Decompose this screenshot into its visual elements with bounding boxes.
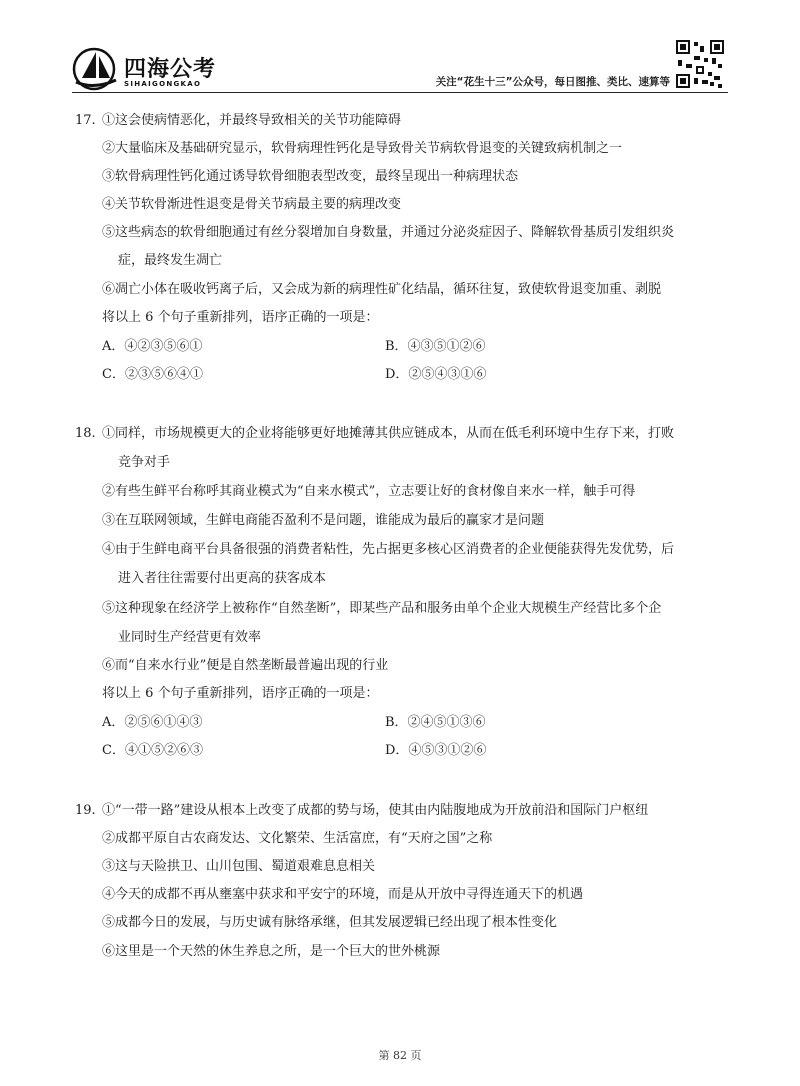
- sentence: ②成都平原自古农商发达、文化繁荣、生活富庶，有“天府之国”之称: [102, 831, 493, 846]
- logo-title: 四海公考: [124, 57, 217, 82]
- sentence: ③软骨病理性钙化通过诱导软骨细胞表型改变，最终呈现出一种病理状态: [102, 169, 519, 184]
- question-prompt: 将以上 6 个句子重新排列，语序正确的一项是：: [102, 686, 379, 701]
- question-prompt: 将以上 6 个句子重新排列，语序正确的一项是：: [102, 310, 379, 325]
- header-divider: [72, 92, 728, 93]
- sentence-continuation: 进入者往往需要付出更高的获客成本: [118, 571, 327, 586]
- sentence: ②大量临床及基础研究显示，软骨病理性钙化是导致骨关节病软骨退变的关键致病机制之一: [102, 141, 623, 156]
- sentence: ⑤成都今日的发展，与历史诚有脉络承继，但其发展逻辑已经出现了根本性变化: [102, 915, 558, 930]
- sentence: ③这与天险拱卫、山川包围、蜀道艰难息息相关: [102, 859, 376, 874]
- logo-subtitle: SIHAIGONGKAO: [124, 80, 202, 88]
- sentence: ①同样，市场规模更大的企业将能够更好地摊薄其供应链成本，从而在低毛利环境中生存下来，打败: [102, 426, 675, 441]
- question-number: 18.: [75, 426, 96, 441]
- header-note: 关注“花生十三”公众号，每日图推、类比、速算等: [435, 76, 670, 88]
- sentence: ⑤这种现象在经济学上被称作“自然垄断”，即某些产品和服务由单个企业大规模生产经营比多个企: [102, 601, 662, 616]
- sentence: ⑤这些病态的软骨细胞通过有丝分裂增加自身数量，并通过分泌炎症因子、降解软骨基质引发组织炎: [102, 225, 675, 240]
- sentence: ⑥而“自来水行业”便是自然垄断最普遍出现的行业: [102, 658, 389, 673]
- option-d: D．④⑤③①②⑥: [385, 743, 487, 758]
- option-a: A．②⑤⑥①④③: [102, 715, 203, 730]
- question-number: 19.: [75, 803, 96, 818]
- sentence: ②有些生鲜平台称呼其商业模式为“自来水模式”，立志要让好的食材像自来水一样，触手可得: [102, 484, 636, 499]
- sentence: ①这会使病情恶化，并最终导致相关的关节功能障碍: [102, 113, 402, 128]
- sentence: ③在互联网领域，生鲜电商能否盈利不是问题，谁能成为最后的赢家才是问题: [102, 513, 545, 528]
- option-b: B．④③⑤①②⑥: [385, 339, 486, 354]
- sentence-continuation: 竞争对手: [118, 455, 171, 470]
- page-header: [0, 0, 800, 100]
- sentence: ④关节软骨渐进性退变是骨关节病最主要的病理改变: [102, 197, 402, 212]
- option-d: D．②⑤④③①⑥: [385, 367, 487, 382]
- sentence: ④由于生鲜电商平台具备很强的消费者粘性，先占据更多核心区消费者的企业便能获得先发优势，后: [102, 542, 675, 557]
- option-a: A．④②③⑤⑥①: [102, 339, 203, 354]
- sentence: ④今天的成都不再从壅塞中获求和平安宁的环境，而是从开放中寻得连通天下的机遇: [102, 887, 584, 902]
- option-c: C．④①⑤②⑥③: [102, 743, 203, 758]
- sailboat-logo-icon: [72, 46, 122, 92]
- option-b: B．②④⑤①③⑥: [385, 715, 486, 730]
- sentence-continuation: 业同时生产经营更有效率: [118, 630, 262, 645]
- page-number: 第 82 页: [378, 1049, 422, 1062]
- sentence: ①“一带一路”建设从根本上改变了成都的势与场，使其由内陆腹地成为开放前沿和国际门户枢纽: [102, 803, 649, 818]
- qr-code-icon: [676, 40, 724, 88]
- question-number: 17.: [75, 113, 96, 128]
- sentence: ⑥凋亡小体在吸收钙离子后，又会成为新的病理性矿化结晶，循环往复，致使软骨退变加重、剥脱: [102, 282, 662, 297]
- sentence-continuation: 症，最终发生凋亡: [118, 253, 223, 268]
- logo: [72, 46, 272, 96]
- option-c: C．②③⑤⑥④①: [102, 367, 203, 382]
- sentence: ⑥这里是一个天然的休生养息之所，是一个巨大的世外桃源: [102, 944, 441, 959]
